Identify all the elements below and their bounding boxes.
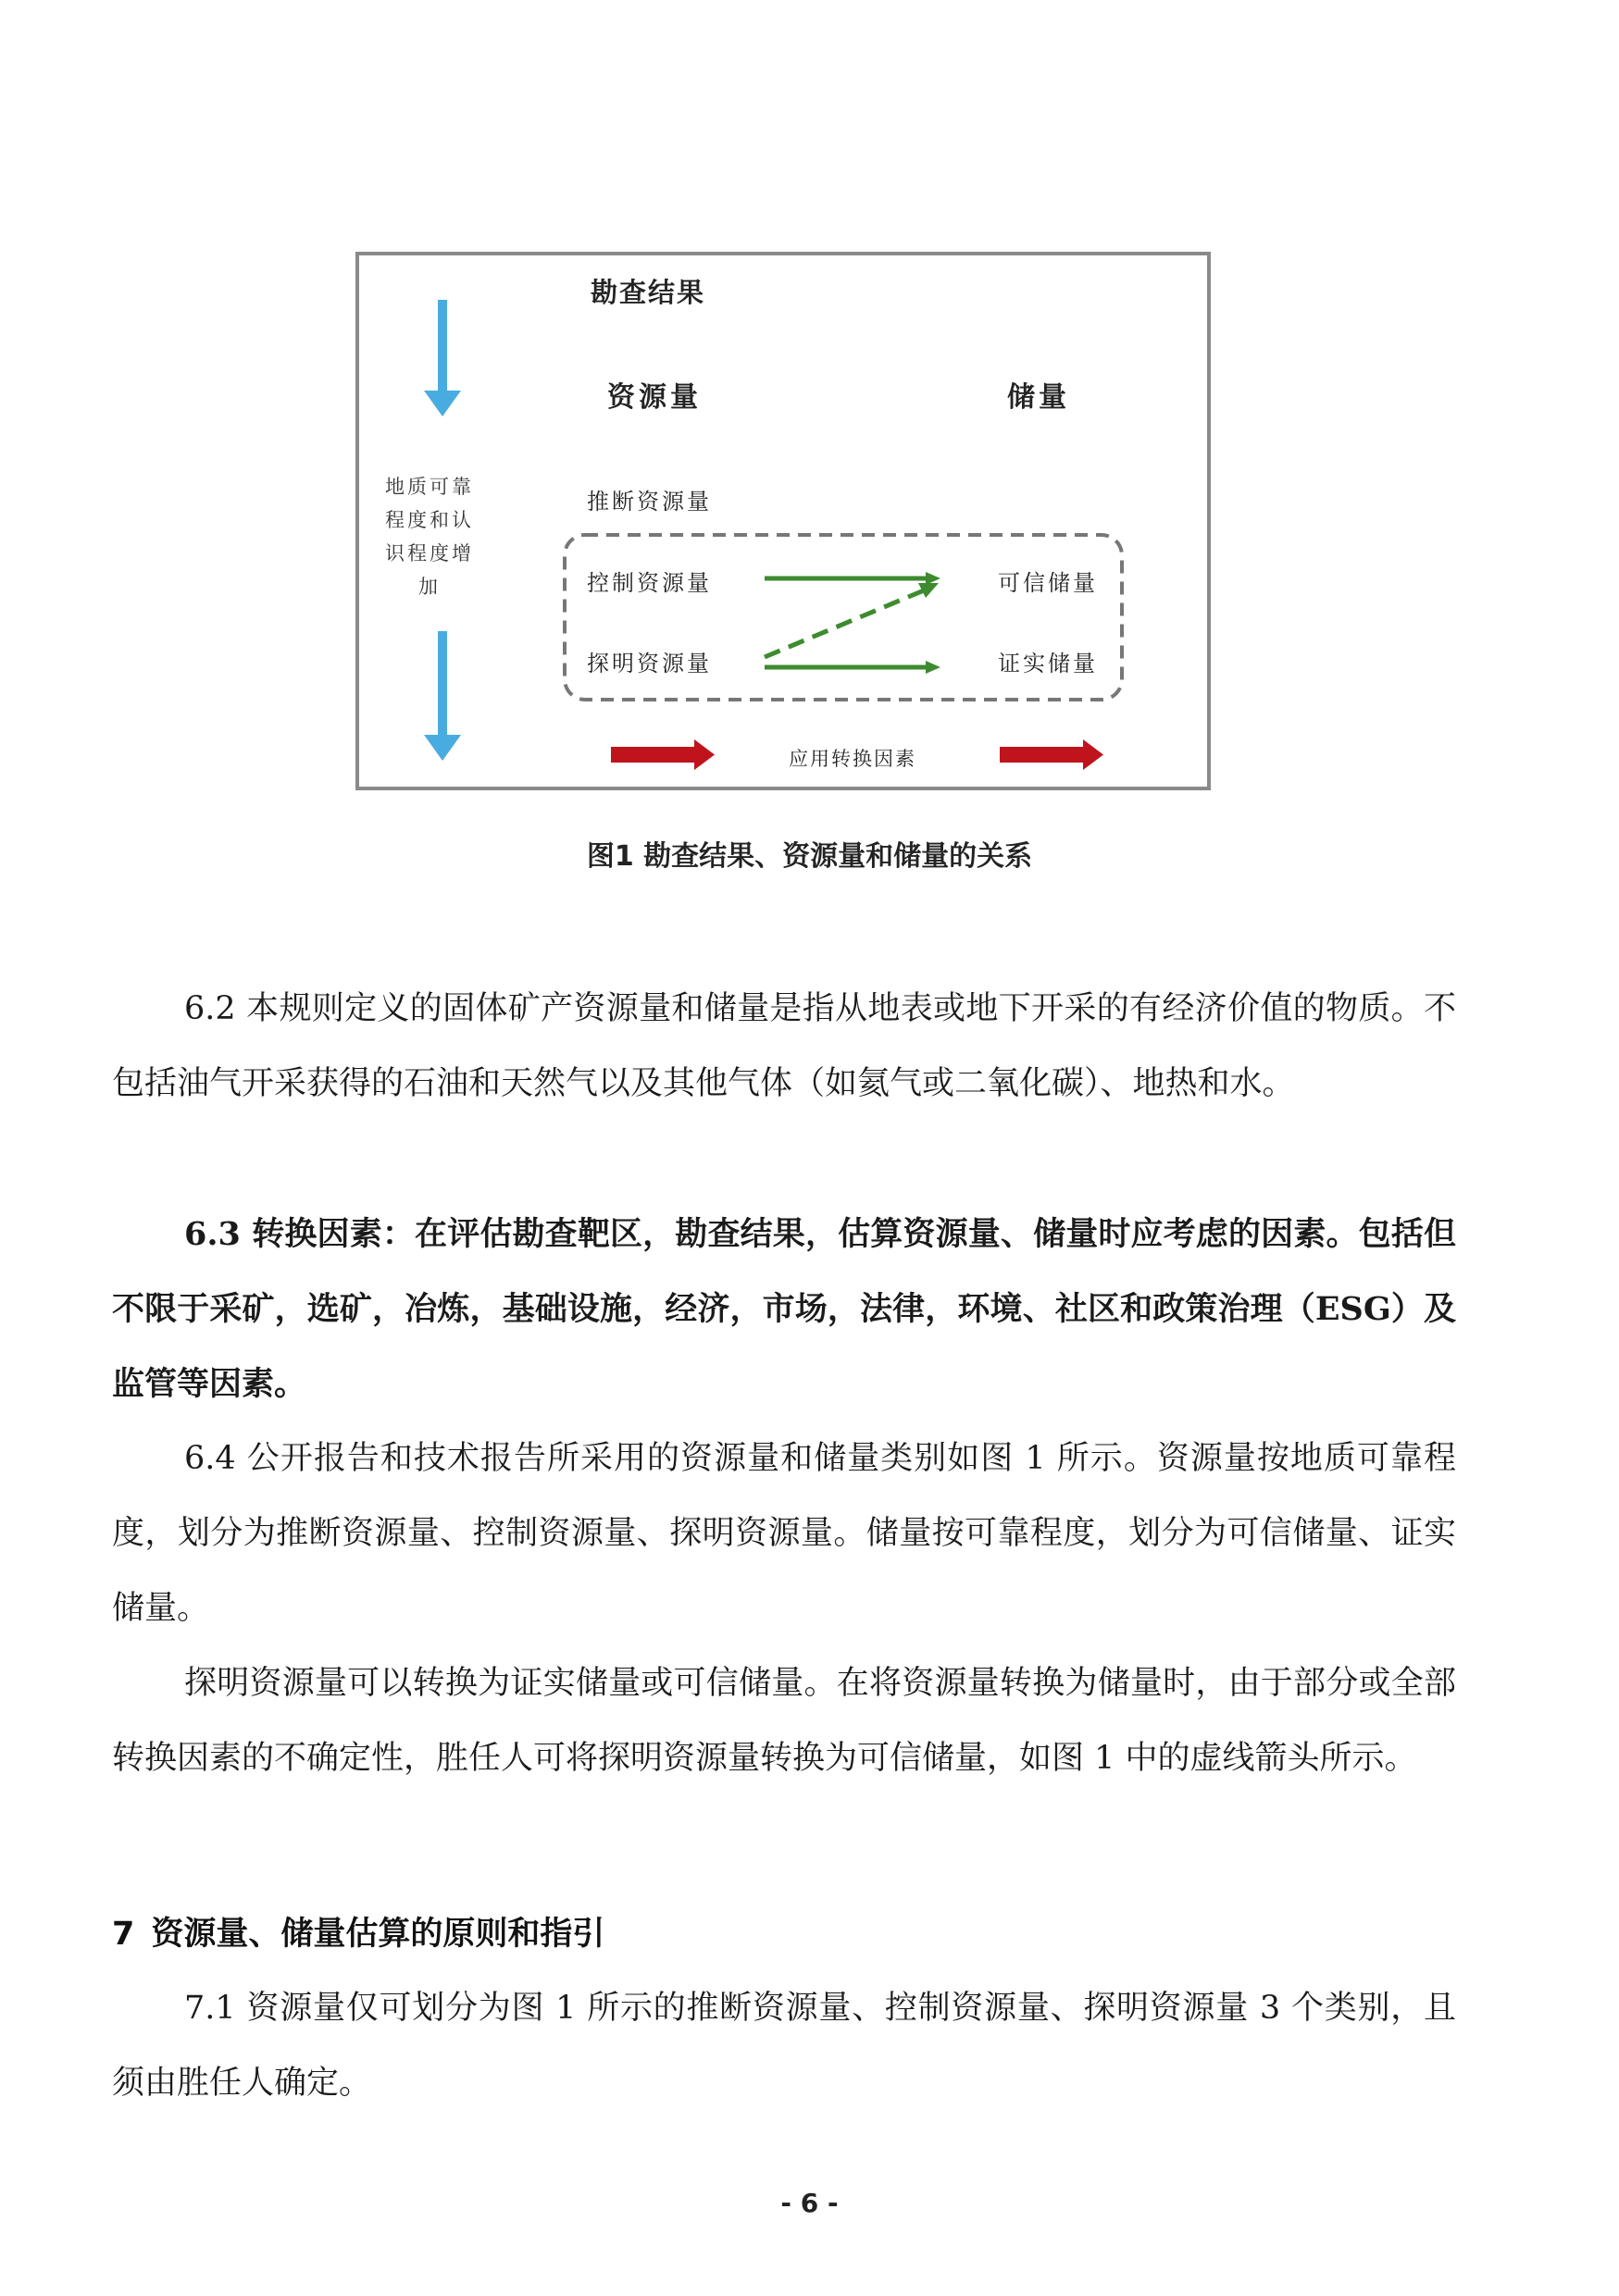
page-number: - 6 -: [780, 2188, 839, 2218]
section-7-title: 资源量、储量估算的原则和指引: [151, 1916, 605, 1953]
modifying-factors-arrow-left: [611, 739, 715, 770]
label-measured-resources: 探明资源量: [587, 651, 712, 676]
paragraph-measured-conversion: 探明资源量可以转换为证实储量或可信储量。在将资源量转换为储量时，由于部分或全部转换因素的不确定性，胜任人可将探明资源量转换为可信储量，如图 1 中的虚线箭头所示。: [112, 1665, 1456, 1777]
figure-1: [355, 252, 1211, 790]
geological-confidence-arrow-top: [424, 300, 461, 416]
figure-title-exploration-results: 勘查结果: [591, 277, 706, 308]
measured-to-proved-arrow: [765, 661, 940, 674]
modifying-factors-arrow-right: [1000, 739, 1103, 770]
figure-graphics: [359, 255, 1207, 787]
column-header-resources: 资源量: [607, 381, 702, 414]
section-7-heading: [112, 1906, 604, 1962]
label-indicated-resources: 控制资源量: [587, 570, 712, 596]
paragraph-7-1: 7.1 资源量仅可划分为图 1 所示的推断资源量、控制资源量、探明资源量 3 个类别，且须由胜任人确定。: [112, 1990, 1456, 2102]
figure-caption: 图1 勘查结果、资源量和储量的关系: [586, 840, 1033, 873]
label-proved-reserves: 证实储量: [998, 651, 1098, 676]
geological-confidence-label: 地质可靠程度和认识程度增加: [385, 476, 474, 598]
column-header-reserves: 储量: [1007, 381, 1070, 414]
label-inferred-resources: 推断资源量: [587, 489, 712, 515]
paragraph-6-4: 6.4 公开报告和技术报告所采用的资源量和储量类别如图 1 所示。资源量按地质可靠程度，划分为推断资源量、控制资源量、探明资源量。储量按可靠程度，划分为可信储量、证实储量。: [112, 1440, 1456, 1627]
measured-to-probable-dashed-arrow: [765, 583, 939, 657]
label-modifying-factors: 应用转换因素: [789, 748, 916, 770]
label-probable-reserves: 可信储量: [998, 570, 1098, 596]
section-7-number: 7: [112, 1916, 135, 1953]
paragraph-6-3: 6.3 转换因素：在评估勘查靶区，勘查结果，估算资源量、储量时应考虑的因素。包括但不限于采矿，选矿，冶炼，基础设施，经济，市场，法律，环境、社区和政策治理（ESG）及监管等因素。: [112, 1215, 1456, 1403]
geological-confidence-arrow-bottom: [424, 631, 461, 761]
indicated-to-probable-arrow: [765, 572, 940, 585]
paragraph-6-2: 6.2 本规则定义的固体矿产资源量和储量是指从地表或地下开采的有经济价值的物质。不包括油气开采获得的石油和天然气以及其他气体（如氦气或二氧化碳）、地热和水。: [112, 990, 1456, 1102]
